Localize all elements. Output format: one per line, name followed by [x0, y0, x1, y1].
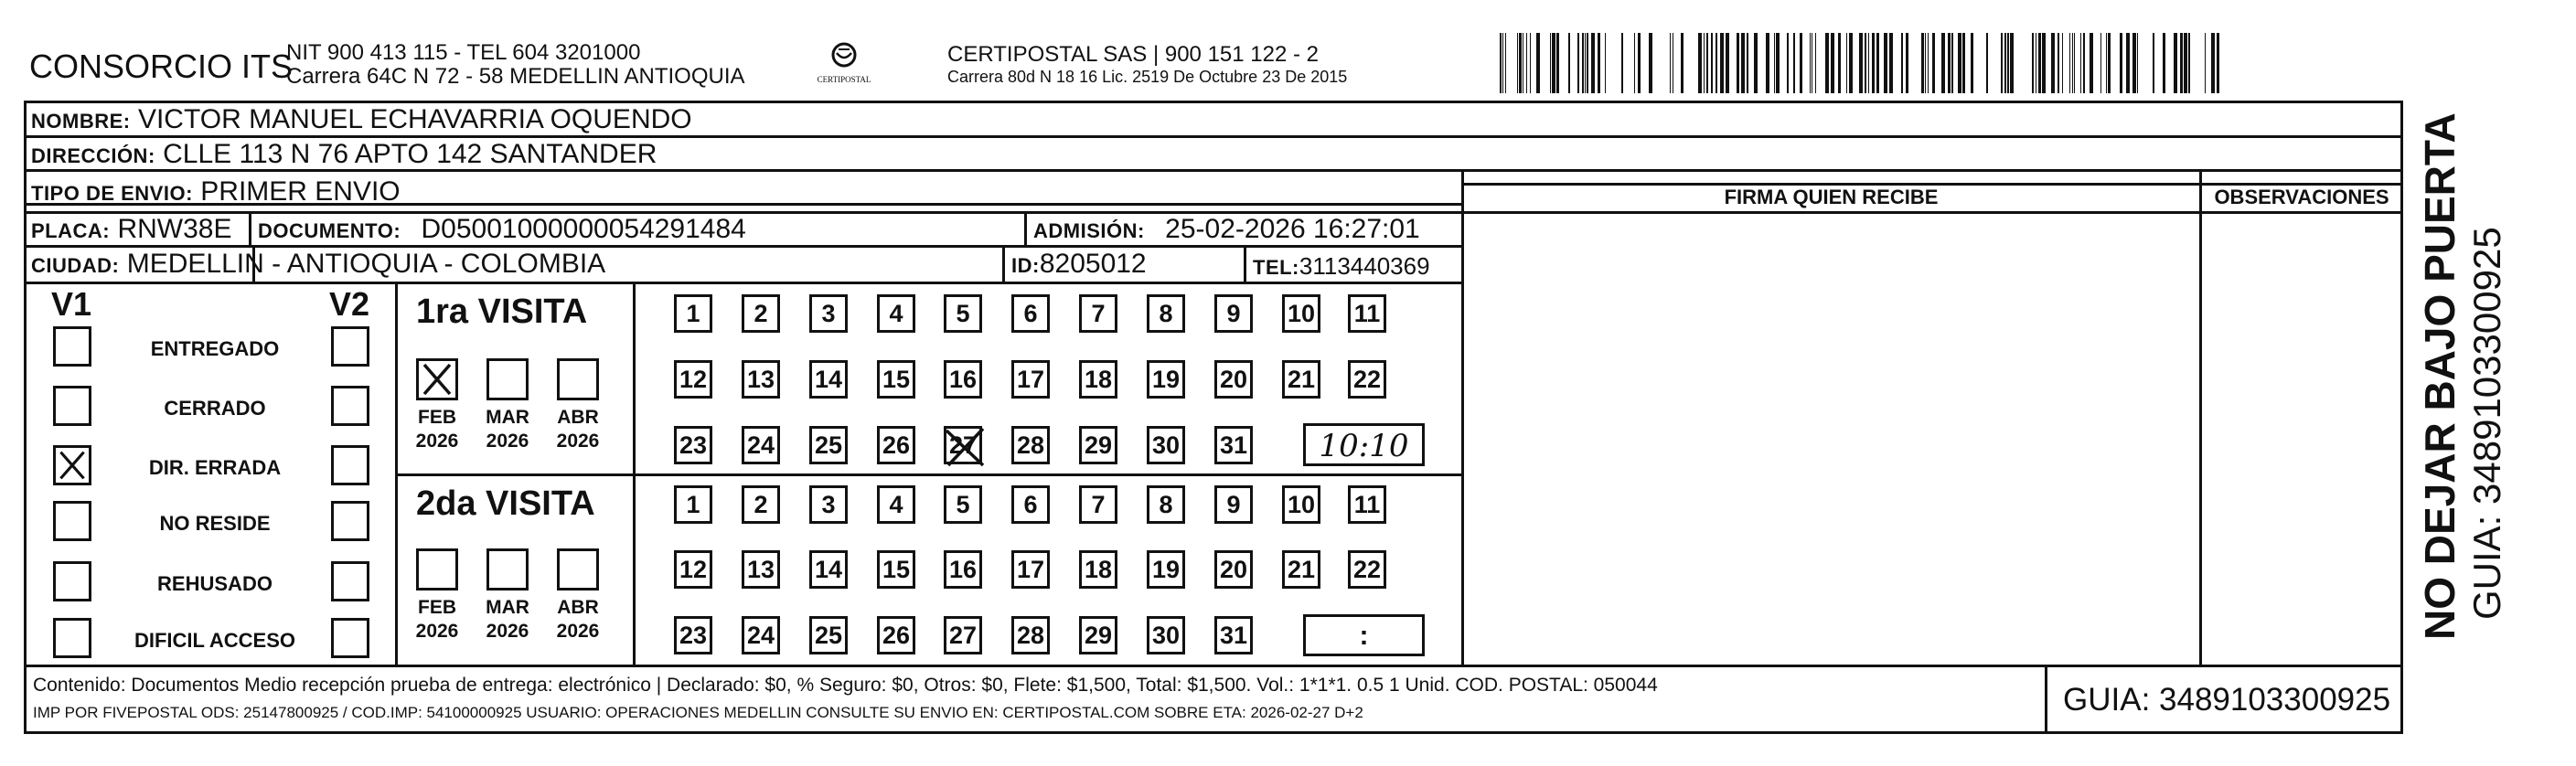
day-box[interactable]: 7	[1079, 294, 1117, 333]
month-label: FEB 2026	[415, 407, 459, 452]
day-box[interactable]: 18	[1079, 550, 1117, 589]
courier-line: CERTIPOSTAL SAS | 900 151 122 - 2	[947, 42, 1319, 67]
nombre-field	[31, 104, 692, 137]
day-box[interactable]: 8	[1147, 294, 1185, 333]
month-checkbox[interactable]	[486, 548, 529, 590]
day-box[interactable]: 17	[1011, 550, 1050, 589]
ciudad-value: MEDELLIN - ANTIOQUIA - COLOMBIA	[126, 249, 606, 279]
day-box[interactable]: 2	[742, 485, 780, 524]
month-label: MAR 2026	[486, 407, 529, 452]
status-label: ENTREGADO	[150, 337, 280, 360]
day-box[interactable]: 17	[1011, 360, 1050, 399]
day-box[interactable]: 6	[1011, 485, 1050, 524]
tel-field	[1253, 250, 1430, 283]
day-box[interactable]: 2	[742, 294, 780, 333]
day-box[interactable]: 9	[1214, 485, 1253, 524]
tel-label: TEL:	[1253, 256, 1299, 279]
day-box[interactable]: 1	[674, 485, 712, 524]
day-box[interactable]: 23	[674, 426, 712, 464]
direccion-label: DIRECCIÓN:	[31, 144, 155, 167]
nombre-value: VICTOR MANUEL ECHAVARRIA OQUENDO	[137, 104, 692, 134]
day-box[interactable]: 9	[1214, 294, 1253, 333]
status-label: REHUSADO	[157, 572, 273, 595]
day-box[interactable]: 27	[944, 616, 982, 654]
day-box[interactable]: 6	[1011, 294, 1050, 333]
certipostal-logo	[817, 37, 871, 91]
second-visit-time-box[interactable]	[1303, 614, 1425, 656]
status-label: NO RESIDE	[159, 512, 271, 535]
day-box[interactable]: 21	[1282, 550, 1320, 589]
observaciones-header: OBSERVACIONES	[2214, 186, 2389, 208]
day-box[interactable]: 28	[1011, 426, 1050, 464]
day-box[interactable]: 14	[809, 360, 848, 399]
logo-text: CERTIPOSTAL	[817, 75, 871, 84]
v1-checkbox[interactable]	[53, 501, 91, 541]
admision-value: 25-02-2026 16:27:01	[1165, 214, 1420, 244]
day-box[interactable]: 5	[944, 485, 982, 524]
day-box[interactable]: 25	[809, 426, 848, 464]
day-box[interactable]: 30	[1147, 616, 1185, 654]
v1-checkbox[interactable]	[53, 386, 91, 426]
id-field	[1011, 249, 1147, 282]
month-label: ABR 2026	[556, 597, 600, 642]
day-box[interactable]: 21	[1282, 360, 1320, 399]
documento-field	[258, 214, 746, 247]
placa-value: RNW38E	[117, 214, 232, 244]
footer-guia: GUIA: 3489103300925	[2063, 682, 2391, 718]
courier-address-line: Carrera 80d N 18 16 Lic. 2519 De Octubre 23 De 2015	[947, 68, 1348, 86]
placa-field	[31, 214, 231, 247]
company-address-line: Carrera 64C N 72 - 58 MEDELLIN ANTIOQUIA	[286, 64, 745, 89]
admision-field	[1033, 214, 1420, 247]
day-box[interactable]: 15	[877, 550, 915, 589]
day-box[interactable]: 13	[742, 360, 780, 399]
v1-checkbox[interactable]	[53, 326, 91, 367]
day-box[interactable]: 27	[944, 426, 982, 464]
day-box[interactable]: 13	[742, 550, 780, 589]
day-box[interactable]: 11	[1348, 294, 1386, 333]
day-box[interactable]: 4	[877, 485, 915, 524]
v1-label: V1	[51, 285, 92, 323]
side-warning: NO DEJAR BAJO PUERTA	[2416, 112, 2464, 640]
month-checkbox[interactable]	[486, 358, 529, 400]
status-label: DIFICIL ACCESO	[134, 629, 295, 652]
day-box[interactable]: 20	[1214, 550, 1253, 589]
day-box[interactable]: 29	[1079, 426, 1117, 464]
day-box[interactable]: 23	[674, 616, 712, 654]
day-box[interactable]: 4	[877, 294, 915, 333]
tipo-envio-label: TIPO DE ENVIO:	[31, 182, 193, 205]
side-text	[2414, 112, 2524, 640]
v2-checkbox[interactable]	[331, 326, 369, 367]
admision-label: ADMISIÓN:	[1033, 219, 1145, 242]
first-visit-time: 10:10	[1319, 428, 1409, 464]
month-checkbox[interactable]	[557, 548, 599, 590]
company-nit-line: NIT 900 413 115 - TEL 604 3201000	[286, 40, 641, 65]
month-checkbox[interactable]	[416, 548, 458, 590]
day-box[interactable]: 19	[1147, 360, 1185, 399]
side-guia: GUIA: 3489103300925	[2465, 227, 2508, 620]
day-box[interactable]: 15	[877, 360, 915, 399]
footer-print-line: IMP POR FIVEPOSTAL ODS: 25147800925 / COD.IMP: 54100000925 USUARIO: OPERACIONES MEDELLIN CONSULTE SU ENVIO EN: CERTIPOSTAL.COM SOBRE ETA: 2026-02-27 D+2	[33, 704, 1363, 721]
v2-checkbox[interactable]	[331, 386, 369, 426]
placa-label: PLACA:	[31, 219, 111, 242]
ciudad-label: CIUDAD:	[31, 254, 120, 277]
day-box[interactable]: 20	[1214, 360, 1253, 399]
day-box[interactable]: 5	[944, 294, 982, 333]
day-box[interactable]: 12	[674, 550, 712, 589]
month-label: FEB 2026	[415, 597, 459, 642]
day-box[interactable]: 22	[1348, 550, 1386, 589]
day-box[interactable]: 26	[877, 426, 915, 464]
nombre-label: NOMBRE:	[31, 110, 131, 133]
tel-value: 3113440369	[1299, 252, 1430, 280]
id-value: 8205012	[1039, 249, 1147, 279]
v1-checkbox[interactable]	[53, 618, 91, 658]
tipo-envio-field	[31, 176, 401, 209]
v1-checkbox[interactable]	[53, 445, 91, 485]
day-box[interactable]: 3	[809, 294, 848, 333]
v2-checkbox[interactable]	[331, 561, 369, 601]
day-box[interactable]: 18	[1079, 360, 1117, 399]
day-box[interactable]: 14	[809, 550, 848, 589]
day-box[interactable]: 10	[1282, 485, 1320, 524]
v1-checkbox[interactable]	[53, 561, 91, 601]
first-visit-time-box[interactable]	[1303, 423, 1425, 466]
direccion-value: CLLE 113 N 76 APTO 142 SANTANDER	[163, 139, 657, 169]
month-checkbox[interactable]	[557, 358, 599, 400]
v2-checkbox[interactable]	[331, 618, 369, 658]
day-box[interactable]: 24	[742, 426, 780, 464]
second-visit-title: 2da VISITA	[416, 484, 595, 523]
day-box[interactable]: 12	[674, 360, 712, 399]
month-checkbox[interactable]	[416, 358, 458, 400]
documento-label: DOCUMENTO:	[258, 219, 401, 242]
day-box[interactable]: 30	[1147, 426, 1185, 464]
day-box[interactable]: 19	[1147, 550, 1185, 589]
direccion-field	[31, 139, 657, 172]
day-box[interactable]: 10	[1282, 294, 1320, 333]
v2-checkbox[interactable]	[331, 445, 369, 485]
status-label: DIR. ERRADA	[148, 456, 282, 479]
day-box[interactable]: 1	[674, 294, 712, 333]
barcode	[1500, 33, 2222, 93]
documento-value: D05001000000054291484	[421, 214, 746, 244]
day-box[interactable]: 24	[742, 616, 780, 654]
month-label: ABR 2026	[556, 407, 600, 452]
day-box[interactable]: 22	[1348, 360, 1386, 399]
day-box[interactable]: 28	[1011, 616, 1050, 654]
day-box[interactable]: 16	[944, 360, 982, 399]
day-box[interactable]: 8	[1147, 485, 1185, 524]
day-box[interactable]: 31	[1214, 616, 1253, 654]
second-visit-time: :	[1359, 621, 1369, 651]
day-box[interactable]: 16	[944, 550, 982, 589]
ciudad-field	[31, 249, 605, 282]
id-label: ID:	[1011, 254, 1040, 277]
first-visit-title: 1ra VISITA	[416, 293, 588, 331]
day-box[interactable]: 7	[1079, 485, 1117, 524]
day-box[interactable]: 11	[1348, 485, 1386, 524]
month-label: MAR 2026	[486, 597, 529, 642]
firma-header: FIRMA QUIEN RECIBE	[1724, 186, 1939, 208]
v2-label: V2	[329, 285, 370, 323]
status-label: CERRADO	[164, 397, 266, 420]
tipo-envio-value: PRIMER ENVIO	[200, 176, 401, 207]
day-box[interactable]: 3	[809, 485, 848, 524]
day-box[interactable]: 31	[1214, 426, 1253, 464]
footer-content-line: Contenido: Documentos Medio recepción prueba de entrega: electrónico | Declarado: $0, % Seguro: $0, Otros: $0, Flete: $1,500, Total: $1,500. Vol.: 1*1*1. 0.5 1 Unid. COD. POSTAL: 050044	[33, 675, 1658, 696]
day-box[interactable]: 26	[877, 616, 915, 654]
day-box[interactable]: 29	[1079, 616, 1117, 654]
day-box[interactable]: 25	[809, 616, 848, 654]
company-name: CONSORCIO ITS	[29, 48, 294, 85]
v2-checkbox[interactable]	[331, 501, 369, 541]
